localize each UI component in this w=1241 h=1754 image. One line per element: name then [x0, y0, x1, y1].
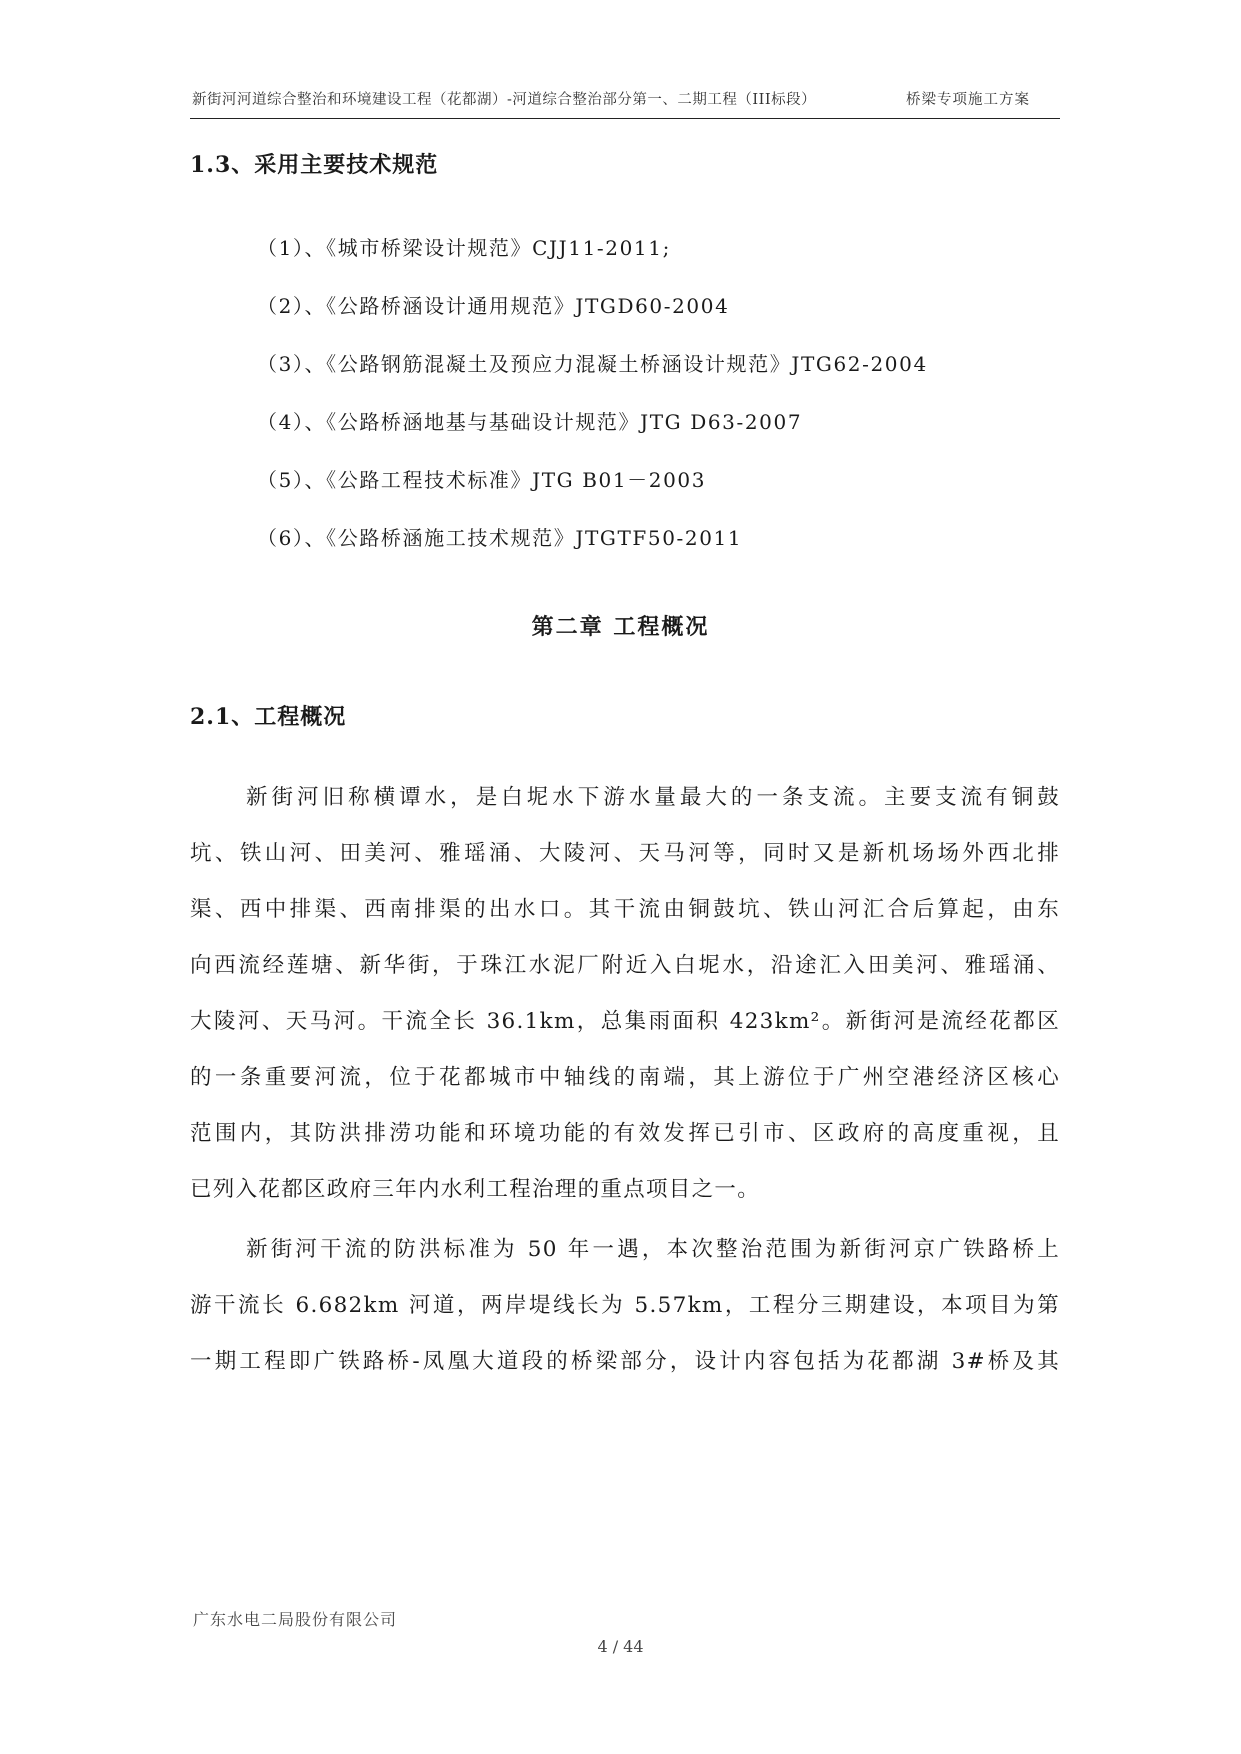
- reference-item: （5）、《公路工程技术标准》JTG B01－2003: [257, 468, 707, 492]
- paragraph-line: 游干流长 6.682km 河道，两岸堤线长为 5.57km，工程分三期建设，本项目为第: [190, 1293, 1060, 1318]
- section-heading-1-3: 1.3、采用主要技术规范: [190, 152, 439, 178]
- paragraph-line: 的一条重要河流，位于花都城市中轴线的南端，其上游位于广州空港经济区核心: [190, 1065, 1060, 1090]
- reference-item: （6）、《公路桥涵施工技术规范》JTGTF50-2011: [257, 526, 743, 550]
- reference-item: （4）、《公路桥涵地基与基础设计规范》JTG D63-2007: [257, 410, 803, 434]
- paragraph-line: 新街河旧称横谭水，是白坭水下游水量最大的一条支流。主要支流有铜鼓: [246, 785, 1060, 810]
- reference-item: （1）、《城市桥梁设计规范》CJJ11-2011;: [257, 236, 671, 260]
- page-header: [190, 86, 1060, 119]
- page-number: 4 / 44: [597, 1637, 644, 1656]
- header-project-title: 新街河河道综合整治和环境建设工程（花都湖）-河道综合整治部分第一、二期工程（III标段）: [192, 92, 817, 108]
- section-heading-2-1: 2.1、工程概况: [190, 704, 347, 730]
- paragraph-line: 一期工程即广铁路桥-凤凰大道段的桥梁部分，设计内容包括为花都湖 3#桥及其: [190, 1349, 1060, 1374]
- footer-company-name: 广东水电二局股份有限公司: [193, 1610, 398, 1629]
- reference-item: （2）、《公路桥涵设计通用规范》JTGD60-2004: [257, 294, 730, 318]
- paragraph-line: 已列入花都区政府三年内水利工程治理的重点项目之一。: [190, 1177, 761, 1202]
- header-document-title: 桥梁专项施工方案: [906, 92, 1030, 108]
- paragraph-line: 新街河干流的防洪标准为 50 年一遇，本次整治范围为新街河京广铁路桥上: [246, 1237, 1060, 1262]
- paragraph-line: 坑、铁山河、田美河、雅瑶涌、大陵河、天马河等，同时又是新机场场外西北排: [190, 841, 1060, 866]
- paragraph-line: 渠、西中排渠、西南排渠的出水口。其干流由铜鼓坑、铁山河汇合后算起，由东: [190, 897, 1060, 922]
- paragraph-line: 范围内，其防洪排涝功能和环境功能的有效发挥已引市、区政府的高度重视，且: [190, 1121, 1060, 1146]
- paragraph-line: 大陵河、天马河。干流全长 36.1km，总集雨面积 423km²。新街河是流经花都区: [190, 1009, 1060, 1034]
- reference-item: （3）、《公路钢筋混凝土及预应力混凝土桥涵设计规范》JTG62-2004: [257, 352, 928, 376]
- paragraph-line: 向西流经莲塘、新华街，于珠江水泥厂附近入白坭水，沿途汇入田美河、雅瑶涌、: [190, 953, 1060, 978]
- chapter-title: 第二章 工程概况: [531, 614, 710, 640]
